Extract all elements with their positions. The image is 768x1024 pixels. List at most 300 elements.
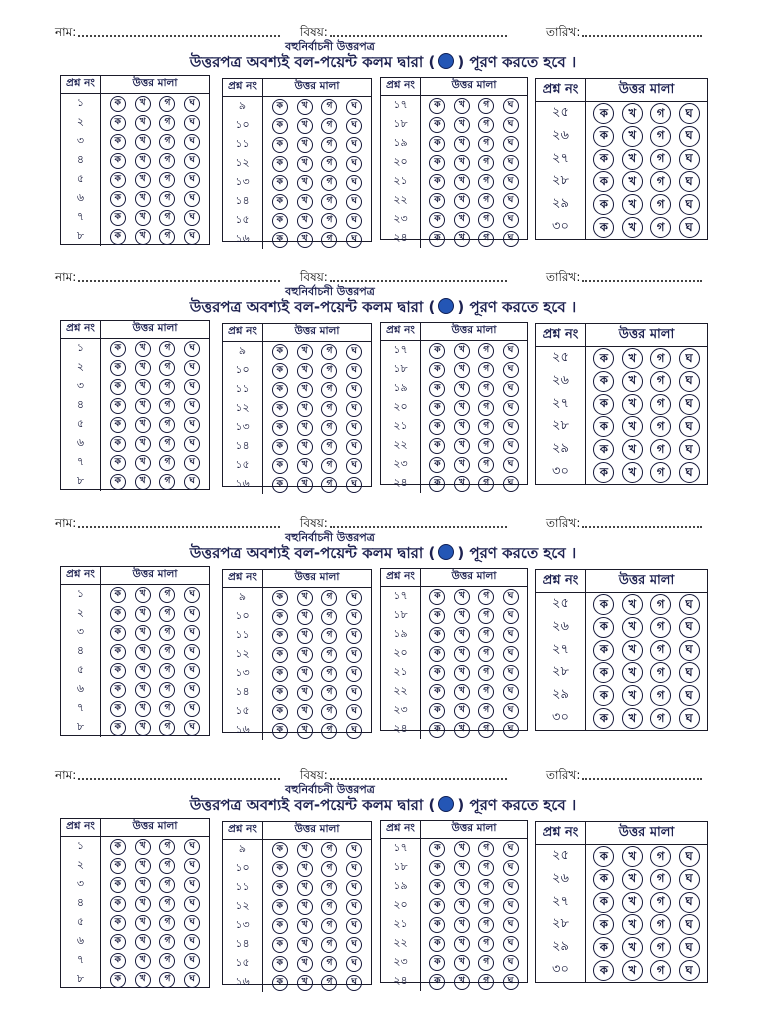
question-number: ২০ [381, 896, 421, 915]
option-bubble: গ [159, 701, 175, 717]
question-number: ১ [61, 837, 101, 856]
answer-options [263, 380, 371, 399]
option-bubble: খ [297, 232, 313, 248]
option-bubble: গ [159, 839, 175, 855]
answer-options [101, 170, 209, 189]
question-row [61, 208, 209, 227]
answer-options [263, 683, 371, 702]
question-row [61, 113, 209, 132]
answer-options [586, 393, 707, 416]
option-bubble: ঘ [679, 416, 700, 437]
option-bubble: খ [622, 462, 643, 483]
question-row [223, 935, 371, 954]
option-bubble: গ [159, 398, 175, 414]
question-row [536, 125, 707, 148]
option-bubble: গ [321, 401, 337, 417]
option-bubble: ঘ [184, 417, 200, 433]
option-bubble: ঘ [679, 960, 700, 981]
option-bubble: খ [297, 420, 313, 436]
answer-options [586, 936, 707, 959]
question-row [381, 210, 527, 229]
option-bubble: গ [478, 703, 494, 719]
answer-options [263, 437, 371, 456]
option-bubble: গ [650, 846, 671, 867]
option-bubble: গ [650, 892, 671, 913]
option-bubble: খ [454, 955, 470, 971]
option-bubble: ঘ [346, 401, 362, 417]
option-bubble: ক [593, 149, 614, 170]
question-row [536, 661, 707, 684]
answer-options [586, 461, 707, 484]
question-row [61, 94, 209, 113]
question-number: ৬ [61, 189, 101, 208]
answer-options [421, 474, 527, 493]
option-bubble: খ [622, 960, 643, 981]
question-row [381, 455, 527, 474]
option-bubble: ঘ [184, 644, 200, 660]
answer-sheet [0, 24, 768, 250]
question-number: ২ [61, 113, 101, 132]
question-row [61, 661, 209, 680]
answer-options [421, 839, 527, 858]
option-bubble: গ [478, 917, 494, 933]
option-bubble: খ [622, 594, 643, 615]
question-row [381, 229, 527, 248]
option-bubble: গ [650, 394, 671, 415]
option-bubble: গ [478, 231, 494, 247]
question-row [381, 972, 527, 991]
question-row [536, 347, 707, 370]
option-bubble: গ [159, 934, 175, 950]
answer-options [421, 953, 527, 972]
table-header [223, 822, 371, 840]
option-bubble: ঘ [184, 625, 200, 641]
option-bubble: ঘ [346, 344, 362, 360]
option-bubble: ক [593, 708, 614, 729]
question-number: ১১ [223, 380, 263, 399]
answer-table [222, 78, 372, 245]
option-bubble: ক [593, 126, 614, 147]
answer-options [421, 644, 527, 663]
option-bubble: ক [593, 685, 614, 706]
question-number: ১৭ [381, 839, 421, 858]
option-bubble: গ [321, 880, 337, 896]
option-bubble: গ [321, 918, 337, 934]
question-number: ২২ [381, 934, 421, 953]
subject-field-dotted-line [330, 778, 507, 780]
option-bubble: গ [478, 608, 494, 624]
option-bubble: খ [135, 96, 151, 112]
answer-options [263, 456, 371, 475]
option-bubble: খ [297, 156, 313, 172]
question-number: ১৮ [381, 360, 421, 379]
option-bubble: খ [454, 703, 470, 719]
question-number-header: প্রশ্ন নং [381, 78, 421, 95]
answer-options [101, 208, 209, 227]
option-bubble: ঘ [346, 975, 362, 991]
instruction [108, 298, 658, 316]
instruction-text-end: ) পূরণ করতে হবে । [457, 53, 577, 71]
answer-options [101, 856, 209, 875]
option-bubble: ঘ [346, 175, 362, 191]
question-number: ২ [61, 856, 101, 875]
question-number: ৩০ [536, 461, 586, 484]
option-bubble: ঘ [679, 194, 700, 215]
instruction-text-end: ) পূরণ করতে হবে । [457, 298, 577, 316]
subject-field-label: বিষয়: [300, 516, 328, 530]
answer-options [586, 684, 707, 707]
question-row [536, 102, 707, 125]
question-number: ১৬ [223, 973, 263, 992]
question-row [61, 718, 209, 737]
option-bubble: ঘ [346, 685, 362, 701]
option-bubble: গ [159, 720, 175, 736]
answer-options [263, 645, 371, 664]
option-bubble: ক [429, 212, 445, 228]
question-number: ১৯ [381, 877, 421, 896]
question-number-header: প্রশ্ন নং [536, 324, 586, 346]
option-bubble: খ [135, 606, 151, 622]
option-bubble: খ [454, 117, 470, 133]
sheet-title: বহুনির্বাচনী উত্তরপত্র [285, 783, 375, 796]
answer-options [421, 153, 527, 172]
option-bubble: খ [454, 627, 470, 643]
option-bubble: ক [110, 720, 126, 736]
question-number: ২৪ [381, 972, 421, 991]
option-bubble: ঘ [184, 720, 200, 736]
option-bubble: খ [297, 382, 313, 398]
answer-options [421, 606, 527, 625]
answer-options [586, 616, 707, 639]
option-bubble: ক [593, 846, 614, 867]
answer-options-header: উত্তর মালা [132, 820, 178, 832]
answer-options [586, 868, 707, 891]
option-bubble: গ [321, 937, 337, 953]
question-row [536, 461, 707, 484]
option-bubble: ঘ [184, 379, 200, 395]
answer-options [101, 434, 209, 453]
answer-options [263, 116, 371, 135]
answer-table [380, 568, 528, 735]
option-bubble: খ [622, 439, 643, 460]
option-bubble: ঘ [503, 703, 519, 719]
option-bubble: খ [135, 417, 151, 433]
subject-field [300, 269, 507, 285]
question-number: ১২ [223, 897, 263, 916]
option-bubble: গ [478, 400, 494, 416]
option-bubble: ঘ [184, 934, 200, 950]
question-row [536, 170, 707, 193]
answer-options [263, 859, 371, 878]
option-bubble: ঘ [346, 477, 362, 493]
option-bubble: গ [478, 212, 494, 228]
option-bubble: ঘ [679, 662, 700, 683]
question-row [61, 856, 209, 875]
question-number-header: প্রশ্ন নং [61, 76, 101, 93]
option-bubble: ঘ [184, 858, 200, 874]
option-bubble: ক [110, 953, 126, 969]
question-number: ৪ [61, 396, 101, 415]
question-row [223, 954, 371, 973]
answer-table [60, 818, 210, 988]
option-bubble: ক [272, 382, 288, 398]
option-bubble: ক [272, 363, 288, 379]
question-number: ২২ [381, 682, 421, 701]
option-bubble: ঘ [184, 474, 200, 490]
option-bubble: ক [429, 419, 445, 435]
option-bubble: ক [429, 684, 445, 700]
question-number: ২৩ [381, 455, 421, 474]
answer-options [586, 216, 707, 239]
option-bubble: খ [297, 918, 313, 934]
question-row [223, 211, 371, 230]
question-row [223, 683, 371, 702]
question-number: ২৯ [536, 193, 586, 216]
option-bubble: খ [454, 898, 470, 914]
question-number: ১৬ [223, 230, 263, 249]
question-number: ২৯ [536, 684, 586, 707]
option-bubble: খ [454, 646, 470, 662]
option-bubble: খ [622, 394, 643, 415]
answer-options [421, 587, 527, 606]
question-row [223, 361, 371, 380]
option-bubble: গ [159, 96, 175, 112]
answer-options [263, 878, 371, 897]
option-bubble: খ [622, 869, 643, 890]
option-bubble: গ [478, 841, 494, 857]
question-number: ১৪ [223, 935, 263, 954]
option-bubble: খ [135, 915, 151, 931]
option-bubble: ক [272, 861, 288, 877]
option-bubble: খ [297, 647, 313, 663]
option-bubble: গ [478, 898, 494, 914]
answer-options [263, 154, 371, 173]
question-number: ২৪ [381, 229, 421, 248]
answer-options [101, 661, 209, 680]
question-row [223, 878, 371, 897]
option-bubble: ঘ [679, 439, 700, 460]
option-bubble: খ [135, 644, 151, 660]
option-bubble: ক [429, 841, 445, 857]
question-row [223, 721, 371, 740]
option-bubble: ঘ [346, 704, 362, 720]
option-bubble: ক [593, 371, 614, 392]
question-number: ২ [61, 358, 101, 377]
option-bubble: খ [454, 419, 470, 435]
question-number: ২৬ [536, 868, 586, 891]
option-bubble: ঘ [503, 419, 519, 435]
option-bubble: ক [110, 877, 126, 893]
answer-options [263, 97, 371, 116]
option-bubble: খ [622, 348, 643, 369]
option-bubble: ঘ [679, 640, 700, 661]
table-header [381, 78, 527, 96]
option-bubble: ক [272, 842, 288, 858]
option-bubble: গ [478, 419, 494, 435]
question-number: ১ [61, 585, 101, 604]
question-row [381, 701, 527, 720]
question-number: ২৭ [536, 393, 586, 416]
option-bubble: ঘ [679, 371, 700, 392]
answer-options [101, 151, 209, 170]
question-row [381, 115, 527, 134]
option-bubble: ক [110, 210, 126, 226]
date-field [546, 767, 702, 783]
option-bubble: গ [321, 420, 337, 436]
option-bubble: গ [159, 682, 175, 698]
question-number: ৭ [61, 699, 101, 718]
question-number-header: প্রশ্ন নং [61, 321, 101, 338]
option-bubble: খ [297, 704, 313, 720]
answer-options [101, 970, 209, 989]
question-row [61, 170, 209, 189]
option-bubble: ক [272, 609, 288, 625]
option-bubble: গ [478, 627, 494, 643]
answer-options [101, 415, 209, 434]
option-bubble: ক [272, 213, 288, 229]
question-row [223, 607, 371, 626]
question-number-header: প্রশ্ন নং [223, 822, 263, 839]
option-bubble: গ [321, 118, 337, 134]
option-bubble: খ [454, 457, 470, 473]
option-bubble: ক [593, 439, 614, 460]
option-bubble: গ [650, 439, 671, 460]
option-bubble: ক [272, 194, 288, 210]
option-bubble: গ [159, 587, 175, 603]
answer-options [101, 189, 209, 208]
option-bubble: ঘ [184, 663, 200, 679]
option-bubble: ক [110, 191, 126, 207]
option-bubble: খ [622, 126, 643, 147]
option-bubble: ক [429, 722, 445, 738]
question-number: ৯ [223, 840, 263, 859]
option-bubble: ক [110, 625, 126, 641]
answer-options [263, 935, 371, 954]
date-field-dotted-line [582, 35, 702, 37]
question-number: ২১ [381, 172, 421, 191]
option-bubble: ঘ [679, 171, 700, 192]
option-bubble: ক [272, 344, 288, 360]
question-number: ১৭ [381, 341, 421, 360]
answer-options [421, 625, 527, 644]
option-bubble: খ [622, 937, 643, 958]
name-field-label: নাম: [55, 270, 77, 284]
answer-options [263, 361, 371, 380]
question-row [61, 913, 209, 932]
question-row [223, 230, 371, 249]
answer-options-header: উত্তর মালা [451, 570, 497, 582]
option-bubble: গ [159, 953, 175, 969]
answer-options [263, 840, 371, 859]
answer-table [535, 323, 708, 485]
option-bubble: গ [159, 172, 175, 188]
option-bubble: ক [272, 175, 288, 191]
option-bubble: গ [650, 217, 671, 238]
option-bubble: গ [650, 171, 671, 192]
name-field [55, 269, 280, 285]
option-bubble: ক [110, 341, 126, 357]
question-row [223, 437, 371, 456]
question-row [223, 916, 371, 935]
question-number: ১১ [223, 626, 263, 645]
answer-options [586, 891, 707, 914]
option-bubble: গ [650, 103, 671, 124]
option-bubble: ঘ [503, 212, 519, 228]
question-number: ২৫ [536, 845, 586, 868]
option-bubble: ক [272, 956, 288, 972]
question-number: ১০ [223, 859, 263, 878]
question-row [536, 616, 707, 639]
table-header [61, 76, 209, 94]
answer-options [263, 418, 371, 437]
answer-table [222, 569, 372, 736]
option-bubble: ক [429, 898, 445, 914]
answer-options [586, 959, 707, 982]
option-bubble: গ [321, 723, 337, 739]
option-bubble: ঘ [503, 898, 519, 914]
table-body [536, 102, 707, 239]
option-bubble: ক [110, 839, 126, 855]
option-bubble: গ [478, 684, 494, 700]
option-bubble: খ [454, 860, 470, 876]
question-number-header: প্রশ্ন নং [381, 821, 421, 838]
answer-options-header: উত্তর মালা [294, 325, 340, 337]
answer-options [101, 642, 209, 661]
answer-options [263, 973, 371, 992]
option-bubble: গ [650, 348, 671, 369]
question-number: ৫ [61, 415, 101, 434]
answer-options [421, 360, 527, 379]
question-number: ২২ [381, 436, 421, 455]
option-bubble: ক [429, 665, 445, 681]
question-number: ৪ [61, 894, 101, 913]
option-bubble: খ [297, 609, 313, 625]
option-bubble: ঘ [346, 937, 362, 953]
option-bubble: খ [622, 416, 643, 437]
option-bubble: খ [622, 171, 643, 192]
option-bubble: খ [454, 974, 470, 990]
option-bubble: ঘ [679, 103, 700, 124]
answer-options [421, 417, 527, 436]
answer-options-header: উত্তর মালা [618, 824, 675, 840]
option-bubble: খ [135, 701, 151, 717]
option-bubble: ঘ [184, 455, 200, 471]
answer-options [101, 585, 209, 604]
answer-options [101, 377, 209, 396]
option-bubble: গ [478, 438, 494, 454]
option-bubble: খ [135, 379, 151, 395]
question-row [381, 839, 527, 858]
option-bubble: ক [429, 476, 445, 492]
option-bubble: ক [429, 879, 445, 895]
question-number: ১৫ [223, 702, 263, 721]
option-bubble: গ [159, 625, 175, 641]
option-bubble: ঘ [346, 363, 362, 379]
question-number: ৭ [61, 453, 101, 472]
option-bubble: খ [454, 212, 470, 228]
option-bubble: ক [593, 937, 614, 958]
option-bubble: খ [622, 617, 643, 638]
option-bubble: ঘ [503, 438, 519, 454]
question-row [61, 604, 209, 623]
option-bubble: ঘ [503, 841, 519, 857]
option-bubble: খ [622, 149, 643, 170]
option-bubble: খ [297, 975, 313, 991]
question-number: ১৮ [381, 858, 421, 877]
question-number: ১১ [223, 878, 263, 897]
option-bubble: ঘ [679, 914, 700, 935]
option-bubble: ক [429, 627, 445, 643]
